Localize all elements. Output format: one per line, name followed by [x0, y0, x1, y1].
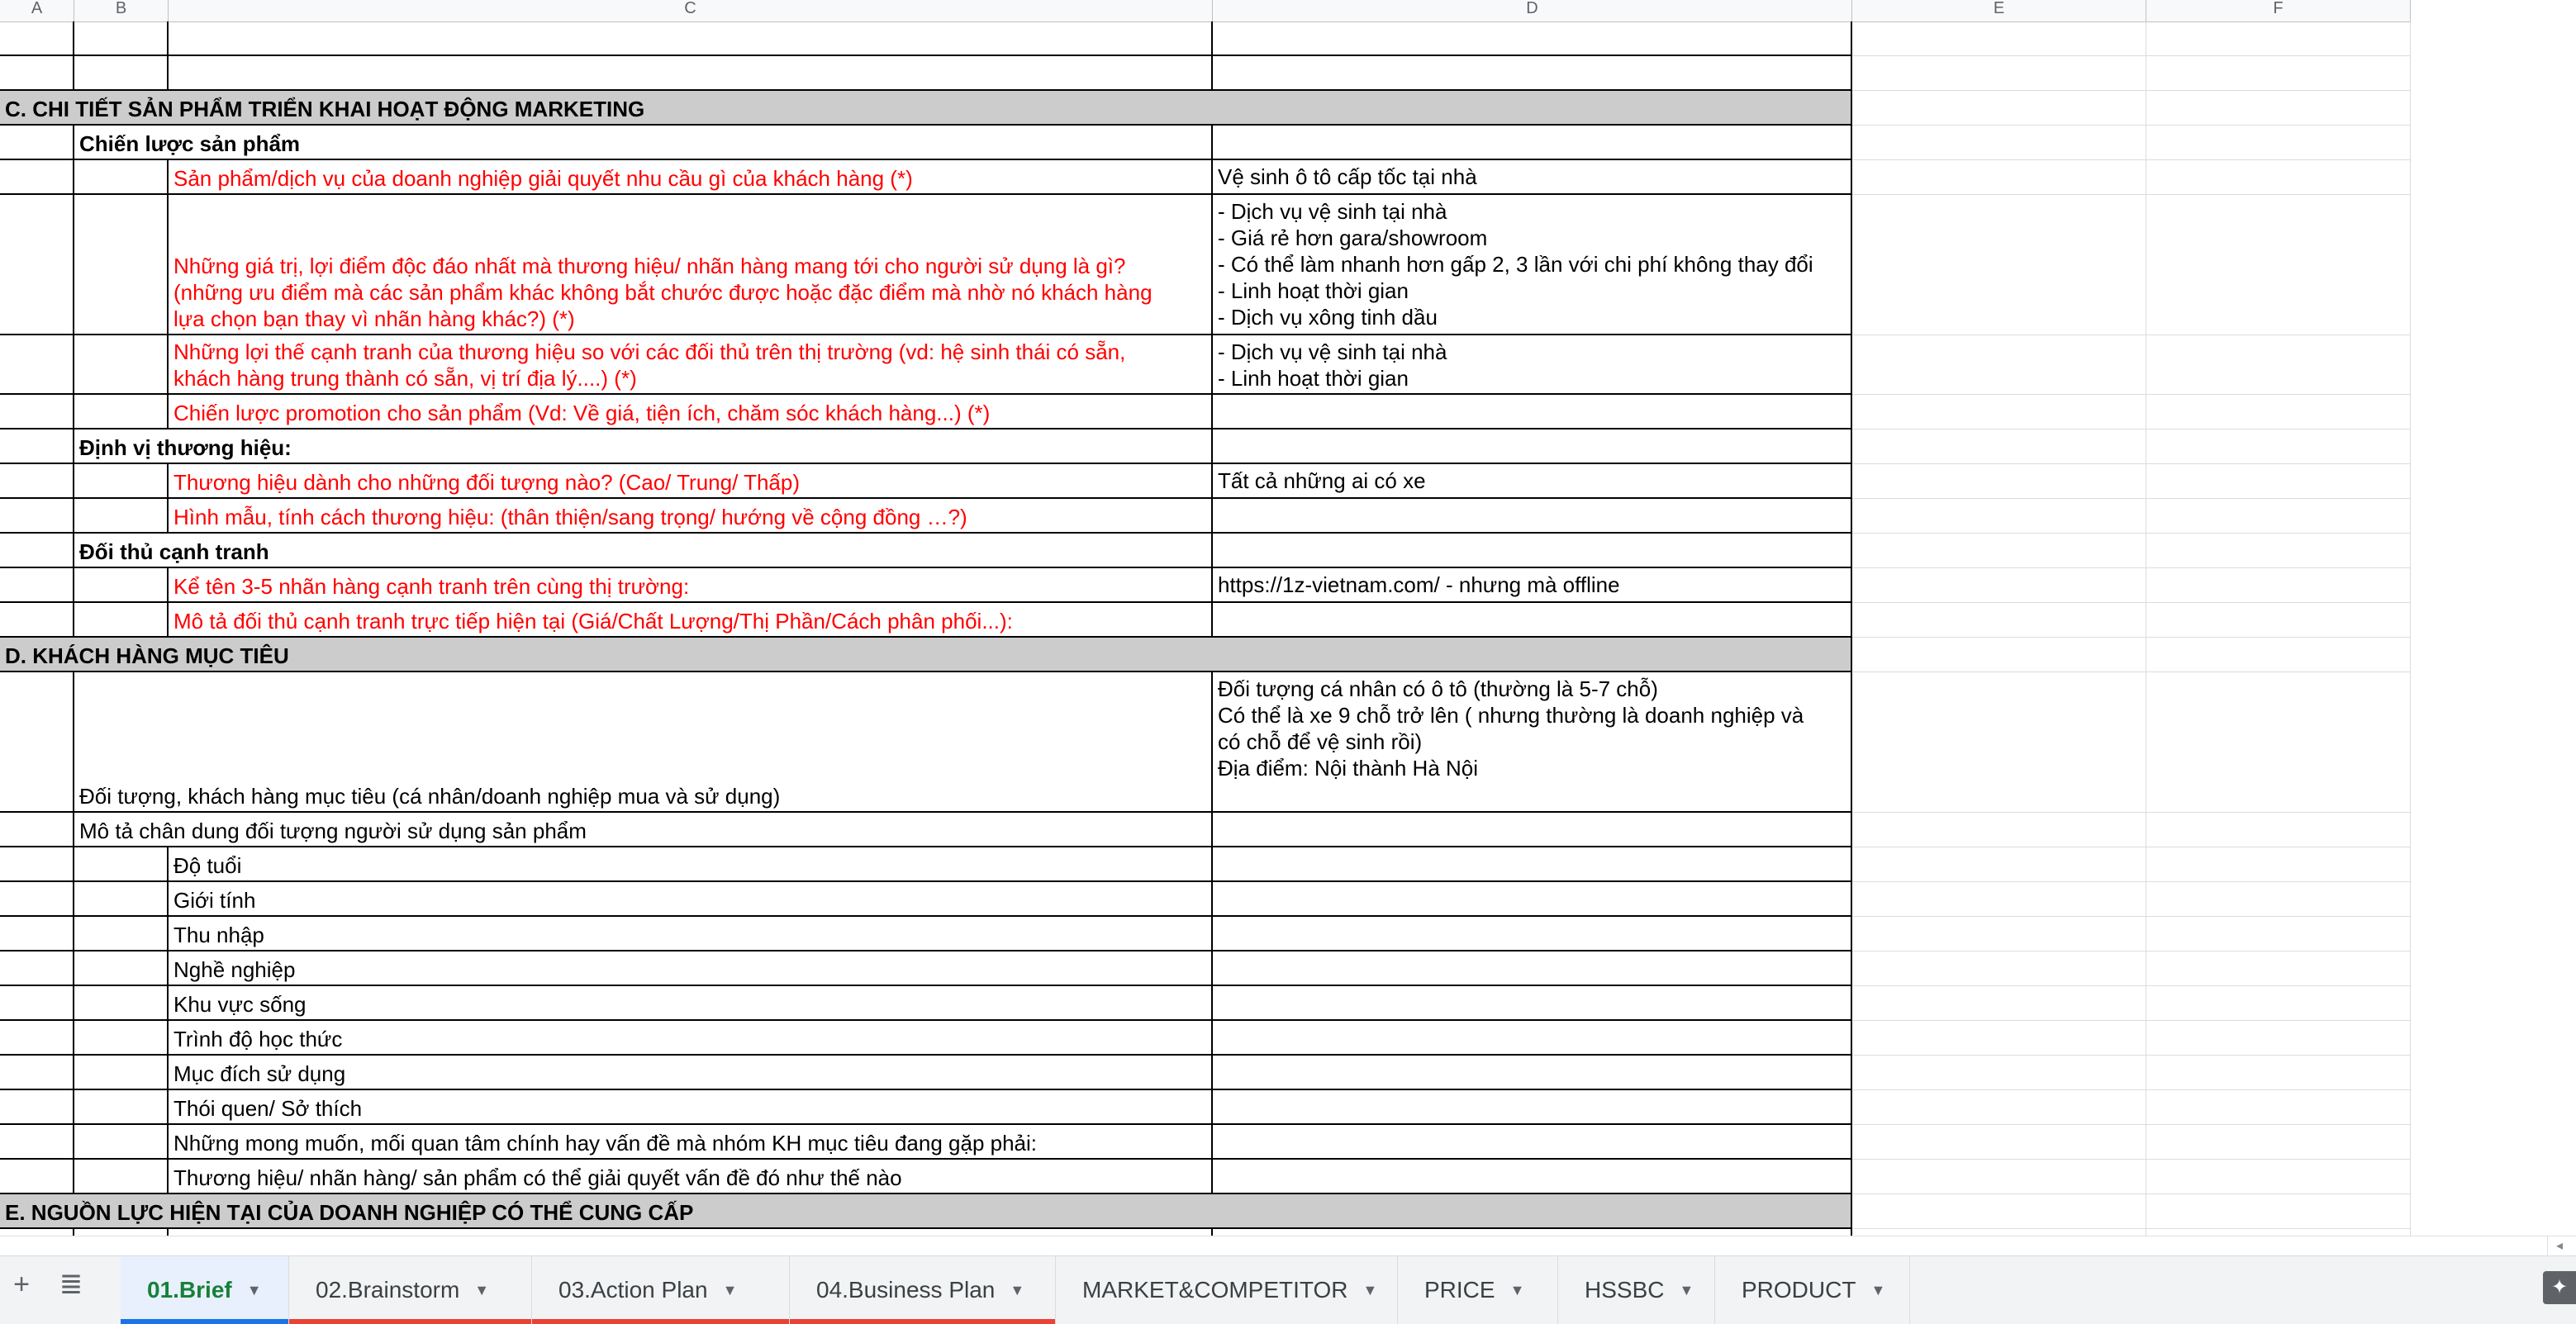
question-cell[interactable]: Thói quen/ Sở thích [169, 1090, 1213, 1125]
cell-a[interactable] [0, 395, 74, 429]
cell-c[interactable] [169, 1229, 1213, 1236]
cell-b[interactable] [74, 395, 169, 429]
cell-e[interactable] [1852, 813, 2146, 847]
cell-e[interactable] [1852, 672, 2146, 813]
sheet-tab[interactable] [1558, 1256, 1715, 1324]
cell-e[interactable] [1852, 91, 2146, 126]
cell-e[interactable] [1852, 1160, 2146, 1194]
cell-f[interactable] [2146, 395, 2411, 429]
cell-e[interactable] [1852, 126, 2146, 160]
cell-b[interactable] [74, 1125, 169, 1160]
cell-f[interactable] [2146, 847, 2411, 882]
cell-a[interactable] [0, 813, 74, 847]
explore-button[interactable] [2543, 1271, 2576, 1304]
value-cell[interactable] [1213, 1090, 1852, 1125]
sheet-row [0, 813, 2411, 847]
cell-e[interactable] [1852, 1125, 2146, 1160]
sheet-row [0, 91, 2411, 126]
value-cell[interactable] [1213, 429, 1852, 464]
cell-d[interactable] [1213, 56, 1852, 91]
sheet-row [0, 638, 2411, 672]
cell-a[interactable] [0, 672, 74, 813]
cell-e[interactable] [1852, 568, 2146, 603]
caret-down-icon[interactable]: ▼ [1509, 1281, 1525, 1298]
cell-e[interactable] [1852, 335, 2146, 395]
caret-down-icon[interactable]: ▼ [1679, 1281, 1694, 1298]
column-header-b[interactable]: B [74, 0, 169, 21]
value-cell[interactable] [1213, 813, 1852, 847]
cell-b[interactable] [74, 917, 169, 951]
cell-a[interactable] [0, 195, 74, 335]
cell-a[interactable] [0, 126, 74, 160]
cell-c[interactable] [169, 21, 1213, 56]
cell-f[interactable] [2146, 21, 2411, 56]
cell-a[interactable] [0, 429, 74, 464]
label-cell[interactable]: Đối thủ cạnh tranh [74, 534, 1213, 568]
menu-icon: ≣ [59, 1269, 83, 1300]
sheet-row [0, 986, 2411, 1021]
section-header-cell[interactable]: E. NGUỒN LỰC HIỆN TẠI CỦA DOANH NGHIỆP CÓ THỂ CUNG CẤP [0, 1194, 1852, 1229]
cell-a[interactable] [0, 951, 74, 986]
cell-e[interactable] [1852, 429, 2146, 464]
cell-f[interactable] [2146, 986, 2411, 1021]
tab-color-stripe [532, 1319, 789, 1324]
cell-b[interactable] [74, 21, 169, 56]
sheet-tab-bar [0, 1255, 2576, 1324]
sheet-row [0, 672, 2411, 813]
sheet-row [0, 847, 2411, 882]
value-cell[interactable] [1213, 847, 1852, 882]
cell-f[interactable] [2146, 951, 2411, 986]
question-cell[interactable]: Thương hiệu dành cho những đối tượng nào? (Cao/ Trung/ Thấp) [169, 464, 1213, 499]
cell-b[interactable] [74, 603, 169, 638]
cell-f[interactable] [2146, 195, 2411, 335]
tab-color-stripe [790, 1319, 1055, 1324]
sheet-row [0, 917, 2411, 951]
question-cell[interactable]: Sản phẩm/dịch vụ của doanh nghiệp giải quyết nhu cầu gì của khách hàng (*) [169, 160, 1213, 195]
label-cell[interactable]: Chiến lược sản phẩm [74, 126, 1213, 160]
cell-b[interactable] [74, 335, 169, 395]
cell-e[interactable] [1852, 847, 2146, 882]
cell-f[interactable] [2146, 429, 2411, 464]
caret-down-icon[interactable]: ▼ [246, 1281, 262, 1298]
sheet-row [0, 21, 2411, 56]
cell-f[interactable] [2146, 1125, 2411, 1160]
cell-b[interactable] [74, 1090, 169, 1125]
cell-e[interactable] [1852, 21, 2146, 56]
cell-f[interactable] [2146, 813, 2411, 847]
cell-f[interactable] [2146, 534, 2411, 568]
cell-e[interactable] [1852, 464, 2146, 499]
cell-b[interactable] [74, 1056, 169, 1090]
sheet-row [0, 160, 2411, 195]
value-cell[interactable] [1213, 603, 1852, 638]
cell-f[interactable] [2146, 1160, 2411, 1194]
cell-a[interactable] [0, 1160, 74, 1194]
cell-f[interactable] [2146, 499, 2411, 534]
cell-a[interactable] [0, 986, 74, 1021]
cell-e[interactable] [1852, 534, 2146, 568]
cell-a[interactable] [0, 1090, 74, 1125]
sheet-row [0, 335, 2411, 395]
cell-a[interactable] [0, 847, 74, 882]
cell-a[interactable] [0, 56, 74, 91]
sheet-tab-label: 01.Brief [147, 1277, 232, 1303]
cell-e[interactable] [1852, 1056, 2146, 1090]
sheet-row [0, 1056, 2411, 1090]
sheet-row [0, 951, 2411, 986]
cell-f[interactable] [2146, 1229, 2411, 1236]
sheet-grid[interactable] [0, 21, 2411, 1236]
sheet-tab-label: 04.Business Plan [816, 1277, 996, 1303]
sheet-tab[interactable] [532, 1256, 790, 1324]
cell-a[interactable] [0, 1021, 74, 1056]
sheet-row [0, 1229, 2411, 1236]
value-cell[interactable] [1213, 1056, 1852, 1090]
cell-b[interactable] [74, 1160, 169, 1194]
sheet-tab-label: 02.Brainstorm [316, 1277, 460, 1303]
cell-f[interactable] [2146, 335, 2411, 395]
value-cell[interactable] [1213, 1021, 1852, 1056]
plus-icon: + [13, 1269, 30, 1300]
cell-f[interactable] [2146, 464, 2411, 499]
cell-b[interactable] [74, 951, 169, 986]
cell-f[interactable] [2146, 1056, 2411, 1090]
cell-a[interactable] [0, 21, 74, 56]
value-cell[interactable]: https://1z-vietnam.com/ - nhưng mà offline [1213, 568, 1852, 603]
sheet-tab[interactable] [790, 1256, 1056, 1324]
cell-f[interactable] [2146, 672, 2411, 813]
sheet-row [0, 395, 2411, 429]
cell-e[interactable] [1852, 1021, 2146, 1056]
cell-f[interactable] [2146, 917, 2411, 951]
sheet-row [0, 195, 2411, 335]
question-cell[interactable]: Những lợi thế cạnh tranh của thương hiệu so với các đối thủ trên thị trường (vd: hệ sinh thái có sẵn, khách hàng trung thành có sẵn, vị trí địa lý....) (*) [169, 335, 1213, 395]
cell-a[interactable] [0, 1229, 74, 1236]
question-cell[interactable]: Kể tên 3-5 nhãn hàng cạnh tranh trên cùng thị trường: [169, 568, 1213, 603]
cell-b[interactable] [74, 499, 169, 534]
cell-a[interactable] [0, 603, 74, 638]
value-cell[interactable] [1213, 534, 1852, 568]
column-header-f[interactable]: F [2146, 0, 2411, 21]
scroll-left-icon[interactable]: ◂ [2547, 1236, 2571, 1256]
question-cell[interactable]: Trình độ học thức [169, 1021, 1213, 1056]
cell-e[interactable] [1852, 1194, 2146, 1229]
cell-f[interactable] [2146, 1194, 2411, 1229]
label-cell[interactable]: Định vị thương hiệu: [74, 429, 1213, 464]
section-header-cell[interactable]: D. KHÁCH HÀNG MỤC TIÊU [0, 638, 1852, 672]
tab-color-stripe [121, 1319, 288, 1324]
cell-c[interactable] [169, 56, 1213, 91]
sheet-row [0, 603, 2411, 638]
cell-e[interactable] [1852, 638, 2146, 672]
cell-b[interactable] [74, 882, 169, 917]
value-cell[interactable] [1213, 917, 1852, 951]
column-header-a[interactable]: A [0, 0, 74, 21]
cell-e[interactable] [1852, 195, 2146, 335]
cell-f[interactable] [2146, 1090, 2411, 1125]
horizontal-scrollbar[interactable] [0, 1236, 2576, 1256]
sheet-tab-label: HSSBC [1585, 1277, 1665, 1303]
value-cell[interactable] [1213, 126, 1852, 160]
value-cell[interactable]: - Dịch vụ vệ sinh tại nhà - Linh hoạt thời gian [1213, 335, 1852, 395]
value-cell[interactable]: Tất cả những ai có xe [1213, 464, 1852, 499]
label-cell[interactable]: Mô tả chân dung đối tượng người sử dụng sản phẩm [74, 813, 1213, 847]
cell-e[interactable] [1852, 1229, 2146, 1236]
question-cell[interactable]: Hình mẫu, tính cách thương hiệu: (thân thiện/sang trọng/ hướng về cộng đồng …?) [169, 499, 1213, 534]
cell-a[interactable] [0, 464, 74, 499]
sheet-row [0, 499, 2411, 534]
question-cell[interactable]: Giới tính [169, 882, 1213, 917]
cell-d[interactable] [1213, 21, 1852, 56]
cell-b[interactable] [74, 986, 169, 1021]
cell-b[interactable] [74, 1021, 169, 1056]
sheet-row [0, 1021, 2411, 1056]
cell-e[interactable] [1852, 917, 2146, 951]
section-header-cell[interactable]: C. CHI TIẾT SẢN PHẨM TRIỂN KHAI HOẠT ĐỘNG MARKETING [0, 91, 1852, 126]
sheet-row [0, 1090, 2411, 1125]
sheet-tab-label: PRODUCT [1742, 1277, 1856, 1303]
question-cell[interactable]: Khu vực sống [169, 986, 1213, 1021]
sheet-row [0, 429, 2411, 464]
all-sheets-button[interactable] [55, 1268, 88, 1301]
value-cell[interactable] [1213, 499, 1852, 534]
sheet-tab-label: 03.Action Plan [558, 1277, 708, 1303]
question-cell[interactable]: Những mong muốn, mối quan tâm chính hay vấn đề mà nhóm KH mục tiêu đang gặp phải: [169, 1125, 1213, 1160]
sheet-row [0, 882, 2411, 917]
cell-f[interactable] [2146, 91, 2411, 126]
question-cell[interactable]: Mục đích sử dụng [169, 1056, 1213, 1090]
value-cell[interactable] [1213, 395, 1852, 429]
cell-a[interactable] [0, 1125, 74, 1160]
sheet-row [0, 1160, 2411, 1194]
question-cell[interactable]: Độ tuổi [169, 847, 1213, 882]
cell-f[interactable] [2146, 568, 2411, 603]
cell-f[interactable] [2146, 1021, 2411, 1056]
cell-e[interactable] [1852, 882, 2146, 917]
cell-e[interactable] [1852, 395, 2146, 429]
label-cell[interactable]: Đối tượng, khách hàng mục tiêu (cá nhân/doanh nghiệp mua và sử dụng) [74, 672, 1213, 813]
cell-f[interactable] [2146, 603, 2411, 638]
caret-down-icon[interactable]: ▼ [1870, 1281, 1886, 1298]
caret-down-icon[interactable]: ▼ [474, 1281, 490, 1298]
cell-b[interactable] [74, 464, 169, 499]
sheet-row [0, 1194, 2411, 1229]
value-cell[interactable] [1213, 986, 1852, 1021]
cell-e[interactable] [1852, 499, 2146, 534]
cell-b[interactable] [74, 847, 169, 882]
sheet-tab-label: MARKET&COMPETITOR [1082, 1277, 1348, 1303]
cell-e[interactable] [1852, 603, 2146, 638]
question-cell[interactable]: Chiến lược promotion cho sản phẩm (Vd: Về giá, tiện ích, chăm sóc khách hàng...) (*) [169, 395, 1213, 429]
question-cell[interactable]: Thu nhập [169, 917, 1213, 951]
cell-f[interactable] [2146, 160, 2411, 195]
cell-b[interactable] [74, 56, 169, 91]
sheet-row [0, 126, 2411, 160]
value-cell[interactable]: - Dịch vụ vệ sinh tại nhà - Giá rẻ hơn gara/showroom - Có thể làm nhanh hơn gấp 2, 3 lần với chi phí không thay đổi - Linh hoạt thời gian - Dịch vụ xông tinh dầu [1213, 195, 1852, 335]
column-header-c[interactable]: C [169, 0, 1213, 21]
cell-f[interactable] [2146, 56, 2411, 91]
cell-a[interactable] [0, 1056, 74, 1090]
cell-a[interactable] [0, 917, 74, 951]
cell-b[interactable] [74, 195, 169, 335]
question-cell[interactable]: Mô tả đối thủ cạnh tranh trực tiếp hiện tại (Giá/Chất Lượng/Thị Phần/Cách phân phối...): [169, 603, 1213, 638]
value-cell[interactable] [1213, 1125, 1852, 1160]
caret-down-icon[interactable]: ▼ [722, 1281, 738, 1298]
question-cell[interactable]: Những giá trị, lợi điểm độc đáo nhất mà thương hiệu/ nhãn hàng mang tới cho người sử dụng là gì? (những ưu điểm mà các sản phẩm khác không bắt chước được hoặc đặc điểm mà nhờ nó khách hàng lựa chọn bạn thay vì nhãn hàng khác?) (*) [169, 195, 1213, 335]
cell-f[interactable] [2146, 126, 2411, 160]
cell-b[interactable] [74, 568, 169, 603]
cell-a[interactable] [0, 160, 74, 195]
column-header-e[interactable]: E [1852, 0, 2146, 21]
cell-b[interactable] [74, 160, 169, 195]
cell-e[interactable] [1852, 986, 2146, 1021]
sheet-tab-label: PRICE [1424, 1277, 1495, 1303]
explore-icon: ✦ [2550, 1276, 2569, 1298]
cell-a[interactable] [0, 568, 74, 603]
sheet-tab[interactable] [1056, 1256, 1398, 1324]
cell-e[interactable] [1852, 951, 2146, 986]
sheet-tab[interactable] [1715, 1256, 1910, 1324]
sheet-row [0, 56, 2411, 91]
question-cell[interactable]: Thương hiệu/ nhãn hàng/ sản phẩm có thể giải quyết vấn đề đó như thế nào [169, 1160, 1213, 1194]
value-cell[interactable] [1213, 951, 1852, 986]
cell-a[interactable] [0, 534, 74, 568]
cell-f[interactable] [2146, 638, 2411, 672]
cell-e[interactable] [1852, 1090, 2146, 1125]
sheet-row [0, 568, 2411, 603]
value-cell[interactable]: Vệ sinh ô tô cấp tốc tại nhà [1213, 160, 1852, 195]
sheet-tab[interactable] [121, 1256, 289, 1324]
sheet-tab[interactable] [289, 1256, 532, 1324]
cell-f[interactable] [2146, 882, 2411, 917]
question-cell[interactable]: Nghề nghiệp [169, 951, 1213, 986]
cell-b[interactable] [74, 1229, 169, 1236]
cell-e[interactable] [1852, 160, 2146, 195]
sheet-tab[interactable] [1398, 1256, 1558, 1324]
cell-a[interactable] [0, 882, 74, 917]
column-header-bar [0, 0, 2411, 22]
caret-down-icon[interactable]: ▼ [1362, 1281, 1378, 1298]
value-cell[interactable]: Đối tượng cá nhân có ô tô (thường là 5-7 chỗ) Có thể là xe 9 chỗ trở lên ( nhưng thường là doanh nghiệp và có chỗ để vệ sinh rồi) Địa điểm: Nội thành Hà Nội [1213, 672, 1852, 813]
sheet-row [0, 534, 2411, 568]
sheet-row [0, 1125, 2411, 1160]
sheet-row [0, 464, 2411, 499]
value-cell[interactable] [1213, 1160, 1852, 1194]
cell-a[interactable] [0, 499, 74, 534]
cell-a[interactable] [0, 335, 74, 395]
cell-e[interactable] [1852, 56, 2146, 91]
caret-down-icon[interactable]: ▼ [1010, 1281, 1025, 1298]
add-sheet-button[interactable] [5, 1268, 38, 1301]
tab-color-stripe [289, 1319, 531, 1324]
cell-d[interactable] [1213, 1229, 1852, 1236]
value-cell[interactable] [1213, 882, 1852, 917]
column-header-d[interactable]: D [1213, 0, 1852, 21]
